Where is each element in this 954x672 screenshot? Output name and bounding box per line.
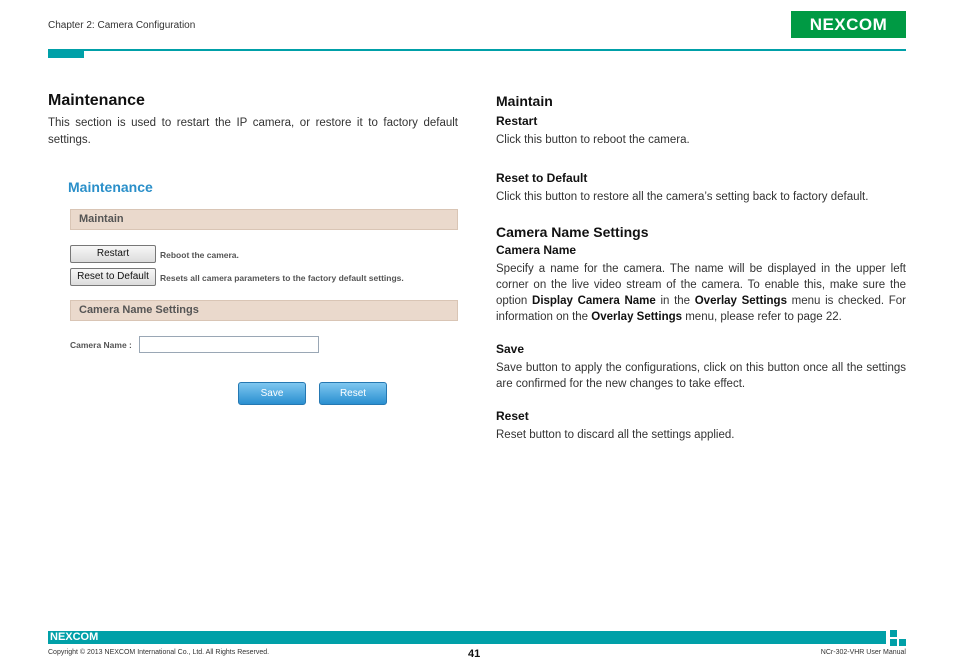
chapter-title: Chapter 2: Camera Configuration: [48, 20, 196, 31]
page-number: 41: [468, 648, 481, 660]
restart-description: Reboot the camera.: [160, 250, 239, 260]
footer-square: [899, 639, 906, 646]
reset-button[interactable]: Reset: [319, 382, 387, 405]
reset-to-default-description: Resets all camera parameters to the factory default settings.: [160, 273, 404, 283]
camera-name-label: Camera Name :: [70, 340, 132, 350]
left-column: [48, 92, 458, 149]
nexcom-logo: [791, 11, 906, 38]
section-intro: This section is used to restart the IP camera, or restore it to factory default settings.: [48, 117, 458, 146]
reset-to-default-text: Click this button to restore all the camera’s setting back to factory default.: [496, 191, 869, 203]
camera-name-text: Specify a name for the camera. The name will be displayed in the upper left corner on the live video stream of the camera. To enable this, make sure the option Display Camera Name in the Overlay Settings menu is checked. For information on the Overlay Settings menu, please refer to page 22.: [496, 263, 906, 323]
camera-name-settings-heading: Camera Name Settings: [496, 224, 649, 240]
right-column: [496, 93, 906, 443]
camera-name-heading: Camera Name: [496, 243, 577, 257]
footer-square: [890, 630, 897, 637]
maintenance-screenshot: [68, 175, 460, 415]
manual-name: NCr-302-VHR User Manual: [820, 649, 906, 656]
restart-text: Click this button to reboot the camera.: [496, 134, 690, 146]
camera-name-input[interactable]: [139, 336, 319, 353]
reset-to-default-button[interactable]: Reset to Default: [70, 268, 156, 286]
maintain-bar: Maintain: [70, 209, 458, 230]
screenshot-title: Maintenance: [68, 179, 153, 195]
footer-logo: NEXCOM: [50, 631, 99, 643]
logo-text: NEXCOM: [809, 14, 888, 34]
restart-button[interactable]: Restart: [70, 245, 156, 263]
maintain-heading: Maintain: [496, 93, 553, 109]
reset-text: Reset button to discard all the settings applied.: [496, 429, 735, 441]
header-rule-tab: [48, 49, 84, 58]
save-text: Save button to apply the configurations, click on this button once all the settings are confirmed for the new changes to take effect.: [496, 362, 906, 390]
restart-heading: Restart: [496, 114, 538, 128]
camera-name-settings-bar: Camera Name Settings: [70, 300, 458, 321]
section-heading: Maintenance: [48, 92, 145, 109]
copyright: Copyright © 2013 NEXCOM International Co., Ltd. All Rights Reserved.: [48, 649, 270, 656]
save-heading: Save: [496, 342, 525, 356]
save-button[interactable]: Save: [238, 382, 306, 405]
footer-square: [890, 639, 897, 646]
reset-heading: Reset: [496, 409, 529, 423]
reset-to-default-heading: Reset to Default: [496, 171, 588, 185]
header-rule: [48, 49, 906, 51]
footer-bar: [48, 631, 886, 644]
